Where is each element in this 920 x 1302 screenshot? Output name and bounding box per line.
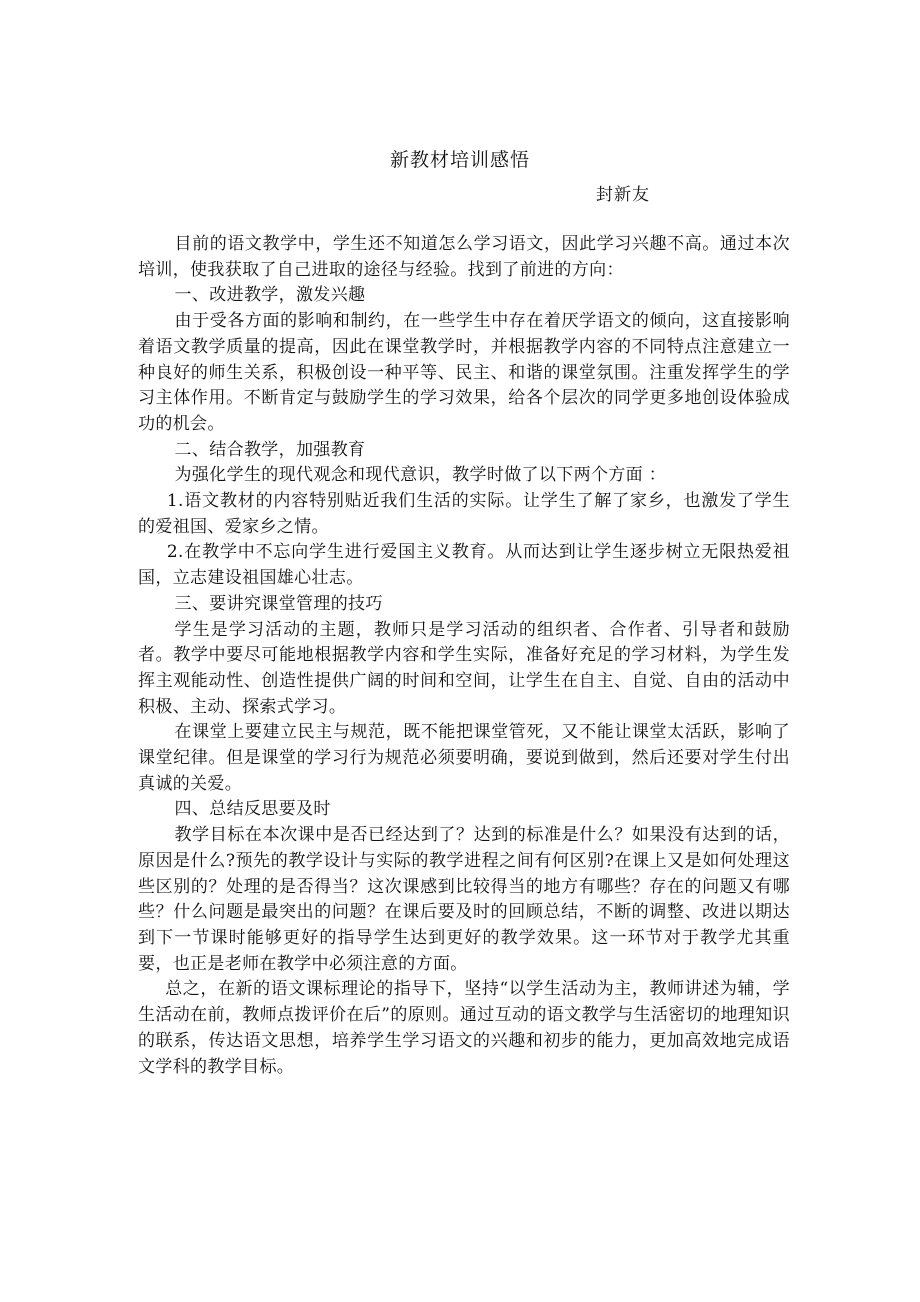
numbered-item-2: 2.在教学中不忘向学生进行爱国主义教育。从而达到让学生逐步树立无限热爱祖国，立志建设祖国雄心壮志。 (138, 542, 790, 589)
paragraph-section-2: 为强化学生的现代观念和现代意识，教学时做了以下两个方面 ： (174, 465, 667, 486)
section-heading-2: 二、结合教学，加强教育 (174, 439, 366, 460)
section-heading-1: 一、改进教学，激发兴趣 (174, 285, 366, 306)
document-title: 新教材培训感悟 (389, 149, 530, 171)
paragraph-conclusion: 总之，在新的语文课标理论的指导下，坚持“以学生活动为主，教师讲述为辅，学生活动在前，教师点拨评价在后”的原则。通过互动的语文教学与生活密切的地理知识的联系，传达语文思想，培养学生学习语文的兴趣和初步的能力，更加高效地完成语文学科的教学目标。 (138, 979, 790, 1077)
document-author: 封新友 (596, 185, 650, 205)
paragraph-section-4: 教学目标在本次课中是否已经达到了？达到的标准是什么？如果没有达到的话，原因是什么?预先的教学设计与实际的教学进程之间有何区别?在课上又是如何处理这些区别的？处理的是否得当？这次课感到比较得当的地方有哪些？存在的问题又有哪些？什么问题是最突出的问题？在课后要及时的回顾总结，不断的调整、改进以期达到下一节课时能够更好的指导学生达到更好的教学效果。这一环节对于教学尤其重要，也正是老师在教学中必须注意的方面。 (138, 825, 790, 974)
document-body (138, 232, 790, 1080)
paragraph-intro: 目前的语文教学中，学生还不知道怎么学习语文，因此学习兴趣不高。通过本次培训，使我获取了自己进取的途径与经验。找到了前进的方向： (138, 234, 790, 280)
section-heading-3: 三、要讲究课堂管理的技巧 (174, 593, 383, 614)
paragraph-section-3a: 学生是学习活动的主题，教师只是学习活动的组织者、合作者、引导者和鼓励者。教学中要尽可能地根据教学内容和学生实际，准备好充足的学习材料，为学生发挥主观能动性、创造性提供广阔的时间和空间，让学生在自主、自觉、自由的活动中积极、主动、探索式学习。 (138, 619, 790, 717)
paragraph-section-3b: 在课堂上要建立民主与规范，既不能把课堂管死，又不能让课堂太活跃，影响了课堂纪律。但是课堂的学习行为规范必须要明确，要说到做到，然后还要对学生付出真诚的关爱。 (138, 722, 790, 794)
section-heading-4: 四、总结反思要及时 (174, 799, 331, 820)
paragraph-section-1: 由于受各方面的影响和制约，在一些学生中存在着厌学语文的倾向，这直接影响着语文教学质量的提高，因此在课堂教学时，并根据教学内容的不同特点注意建立一种良好的师生关系，积极创设一种平等、民主、和谐的课堂氛围。注重发挥学生的学习主体作用。不断肯定与鼓励学生的学习效果，给各个层次的同学更多地创设体验成功的机会。 (138, 311, 790, 434)
numbered-item-1: 1.语文教材的内容特别贴近我们生活的实际。让学生了解了家乡，也激发了学生的爱祖国、爱家乡之情。 (138, 491, 790, 537)
